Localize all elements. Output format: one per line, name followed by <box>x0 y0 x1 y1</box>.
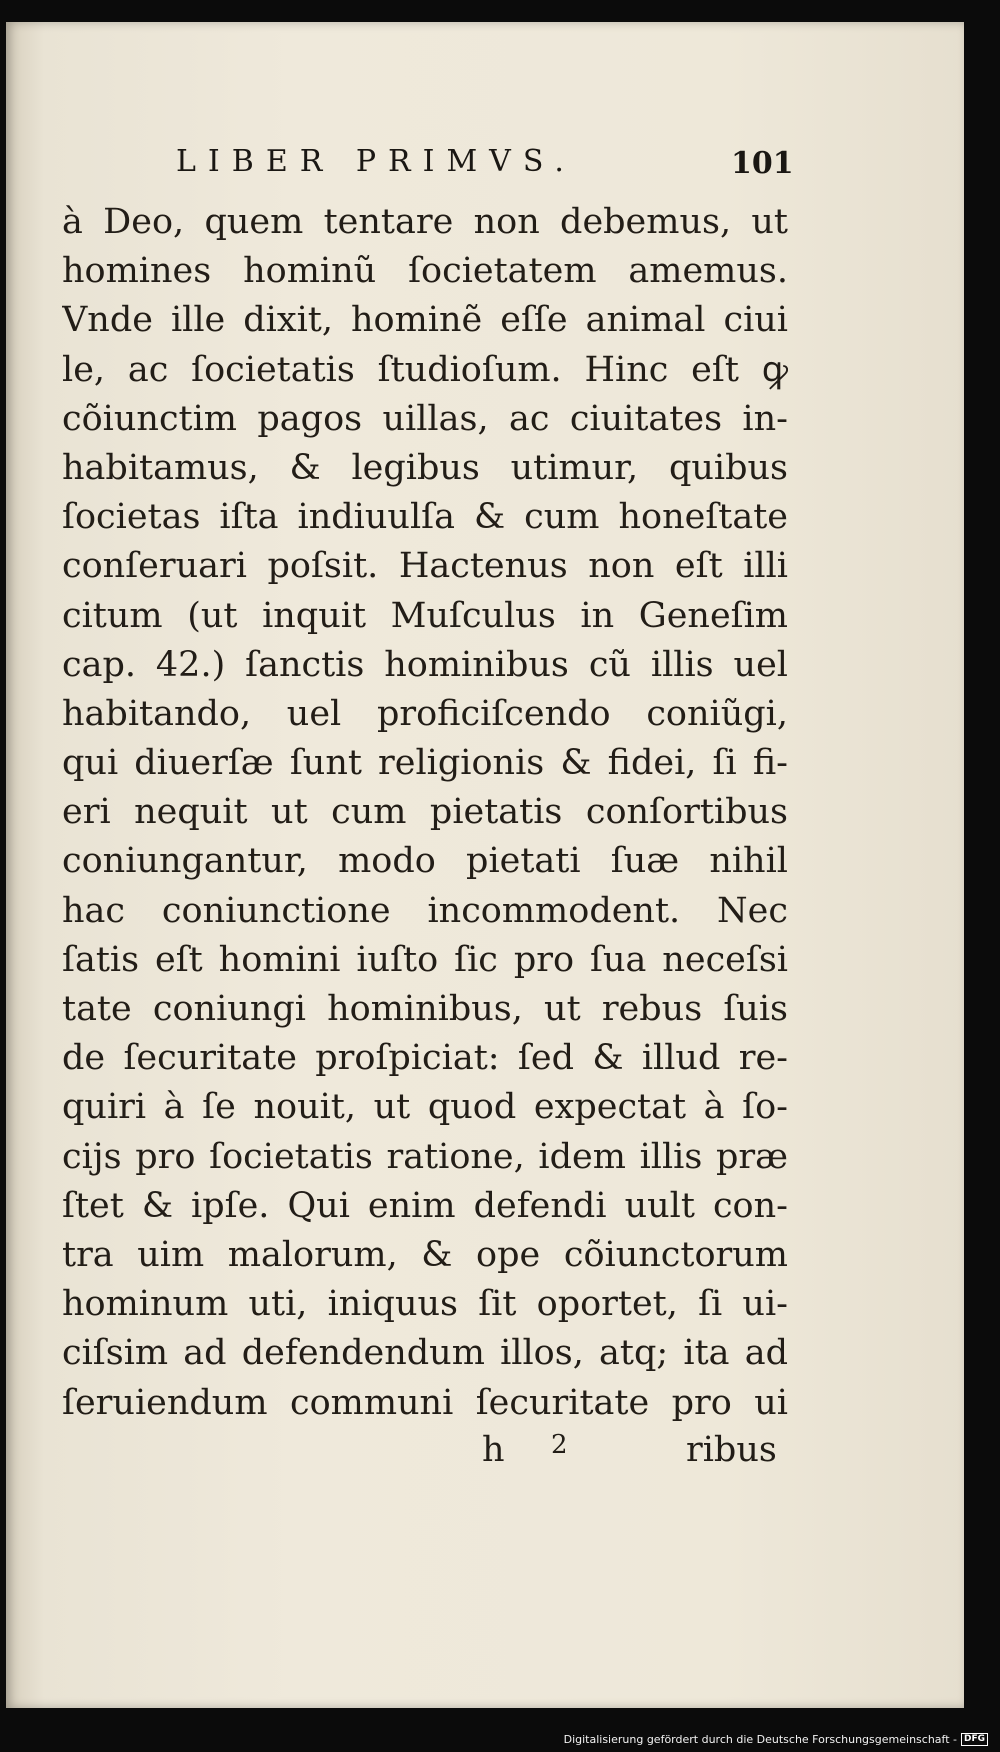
body-text <box>62 198 788 1428</box>
text-line: hominum uti, iniquus ſit oportet, ſi ui- <box>62 1284 788 1325</box>
text-line: Vnde ille dixit, hominẽ eſſe animal ciui <box>62 300 788 341</box>
text-line: conſeruari poſsit. Hactenus non eſt illi <box>62 546 788 587</box>
text-line: citum (ut inquit Muſculus in Geneſim <box>62 595 788 636</box>
book-page <box>6 22 964 1708</box>
text-line: le, ac ſocietatis ſtudioſum. Hinc eſt ꝙ <box>62 349 788 390</box>
text-line: ſocietas iſta indiuulſa & cum honeſtate <box>62 497 788 538</box>
text-line: coniungantur, modo pietati ſuæ nihil <box>62 841 788 882</box>
signature-number: 2 <box>551 1430 568 1460</box>
dfg-logo-icon: DFG <box>961 1733 988 1746</box>
text-line: de ſecuritate proſpiciat: ſed & illud re- <box>62 1038 788 1079</box>
text-line: habitamus, & legibus utimur, quibus <box>62 447 788 488</box>
catchword: ribus <box>686 1430 777 1470</box>
text-line: cõiunctim pagos uillas, ac ciuitates in- <box>62 398 788 439</box>
footer-credit: Digitalisierung gefördert durch die Deutsche Forschungsgemeinschaft - <box>563 1733 957 1746</box>
page-number: 101 <box>731 146 794 181</box>
text-line: hac coniunctione incommodent. Nec <box>62 890 788 931</box>
text-line: qui diuerſæ ſunt religionis & fidei, ſi fi- <box>62 743 788 784</box>
text-line: quiri à ſe nouit, ut quod expectat à ſo- <box>62 1087 788 1128</box>
running-head: LIBER PRIMVS. <box>176 144 576 179</box>
text-line: ſeruiendum communi ſecuritate pro ui <box>62 1382 788 1423</box>
text-line: à Deo, quem tentare non debemus, ut <box>62 202 788 242</box>
text-line: homines hominũ ſocietatem amemus. <box>62 251 788 292</box>
text-line: cijs pro ſocietatis ratione, idem illis præ <box>62 1136 788 1177</box>
text-line: tra uim malorum, & ope cõiunctorum <box>62 1234 788 1275</box>
signature-mark: h <box>482 1430 505 1470</box>
text-line: ciſsim ad defendendum illos, atq; ita ad <box>62 1333 788 1374</box>
text-line: ſatis eſt homini iuſto ſic pro ſua neceſsi <box>62 939 788 980</box>
digitization-footer <box>564 1733 988 1746</box>
text-line: cap. 42.) ſanctis hominibus cũ illis uel <box>62 644 788 685</box>
text-line: tate coniungi hominibus, ut rebus ſuis <box>62 989 788 1029</box>
text-line: eri nequit ut cum pietatis conſortibus <box>62 792 788 833</box>
text-line: habitando, uel proficiſcendo coniũgi, <box>62 693 788 734</box>
text-line: ſtet & ipſe. Qui enim defendi uult con- <box>62 1185 788 1226</box>
